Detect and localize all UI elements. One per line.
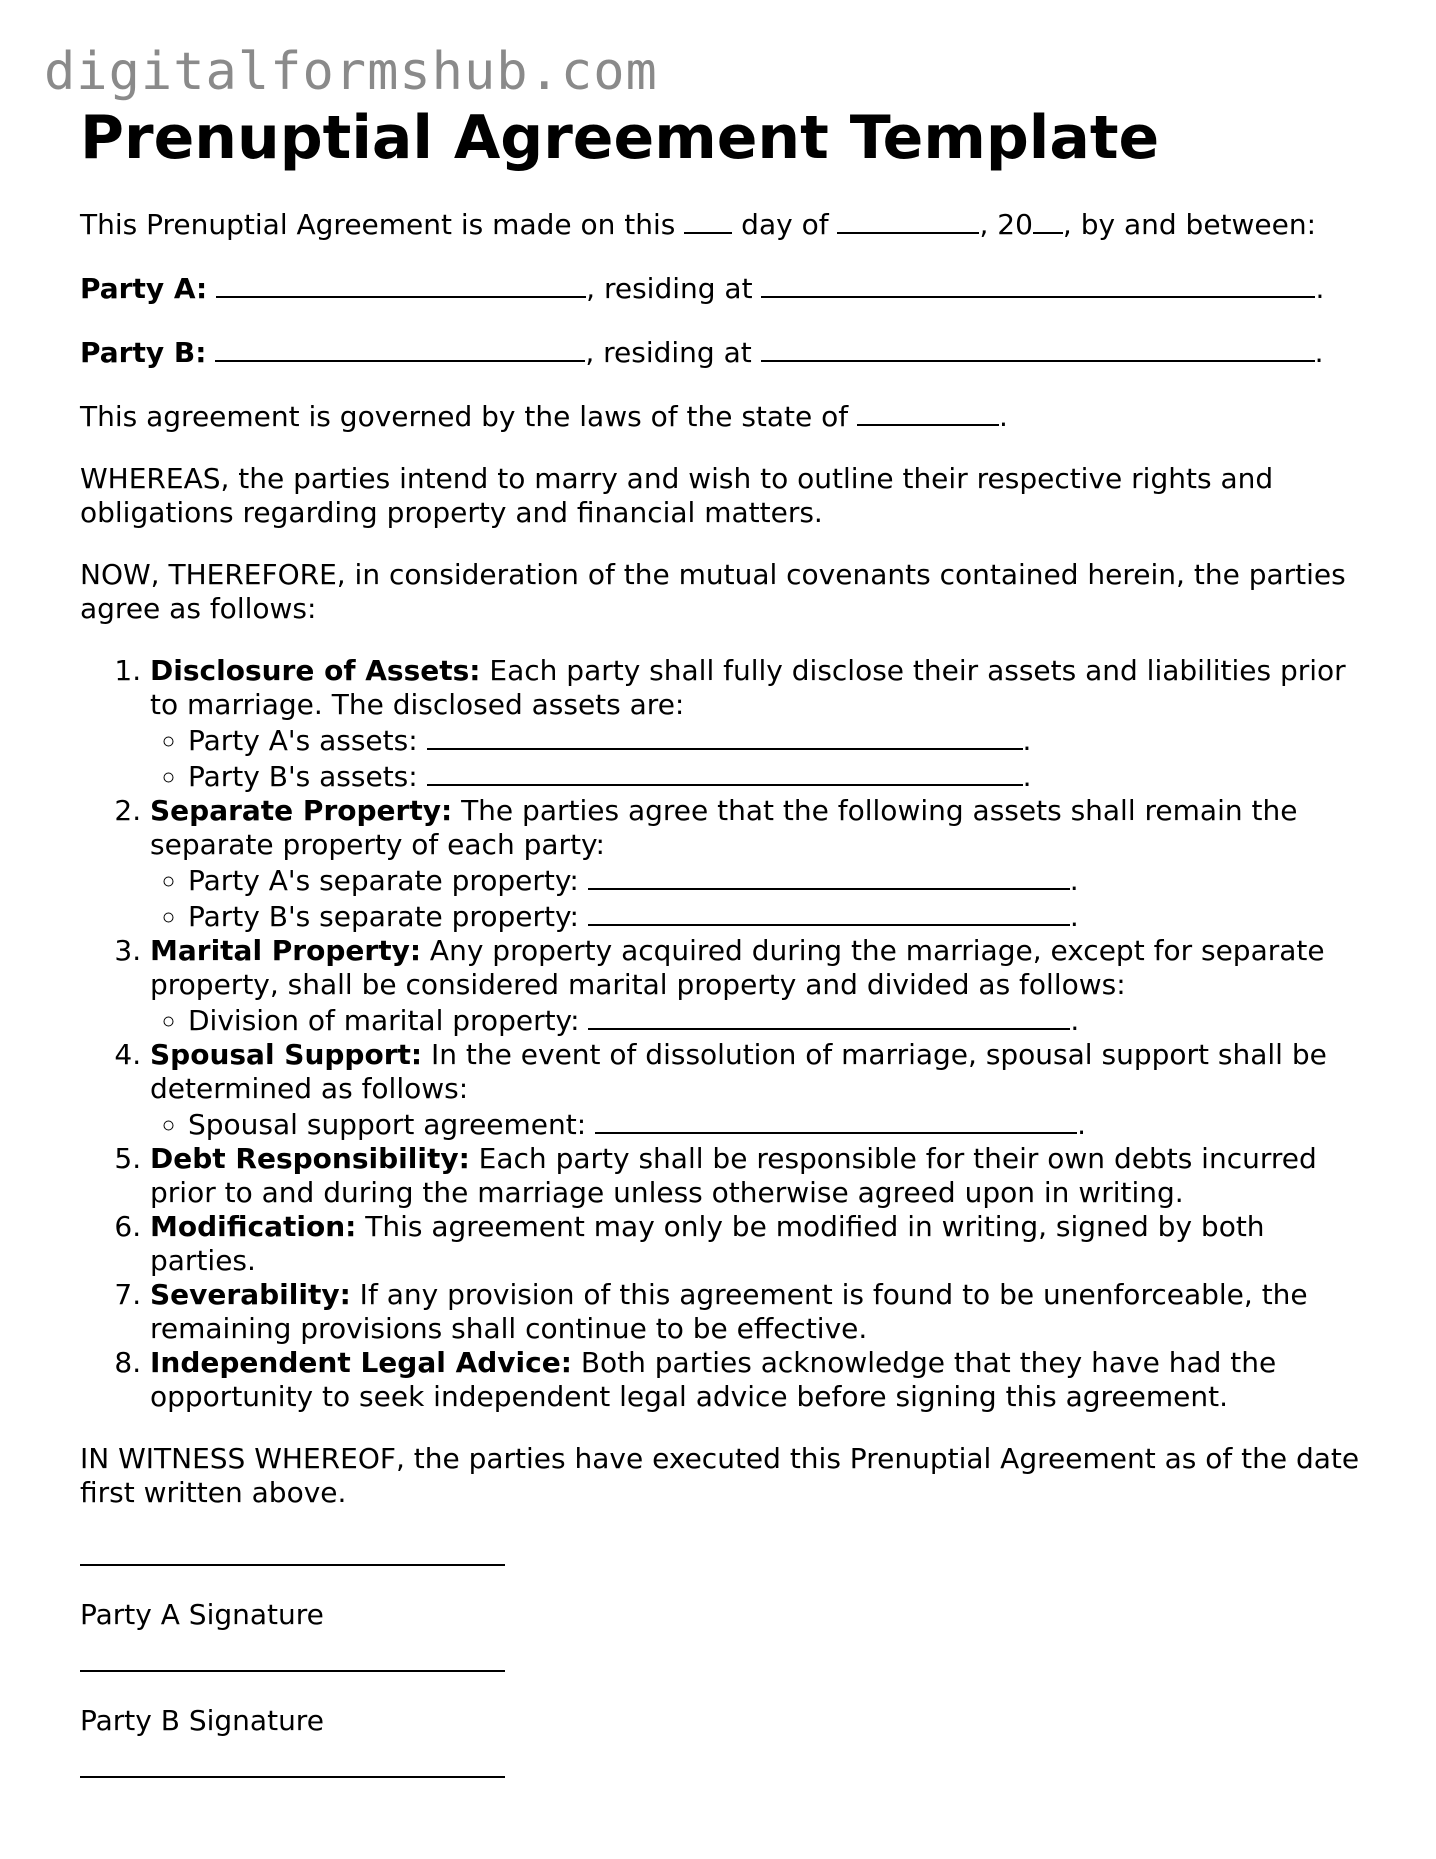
clause-item (150, 1210, 1370, 1278)
sub-item-label: Party A's assets: (188, 724, 427, 757)
clause-item (150, 1346, 1370, 1414)
party-a-address-blank[interactable] (761, 270, 1315, 298)
party-b-separate-property-blank[interactable] (588, 898, 1070, 926)
party-b-signature-line[interactable] (80, 1670, 505, 1672)
intro-text-3: , 20 (979, 208, 1033, 241)
governed-text: This agreement is governed by the laws of the state of (80, 400, 858, 433)
sub-item (188, 1106, 1370, 1142)
sub-item-end: . (1077, 1108, 1086, 1141)
state-blank[interactable] (857, 398, 999, 426)
party-a-label: Party A: (80, 272, 208, 305)
clause-heading: Marital Property: (150, 934, 422, 967)
clause-heading: Spousal Support: (150, 1038, 423, 1071)
sub-item (188, 1002, 1370, 1038)
party-a-separate-property-blank[interactable] (588, 862, 1070, 890)
clause-heading: Separate Property: (150, 794, 453, 827)
intro-text-2: day of (732, 208, 838, 241)
sub-item-end: . (1022, 724, 1032, 757)
party-a-signature-line[interactable] (80, 1564, 505, 1566)
clause-text: Any property acquired during the marriage, except for separate property, shall be considered marital property and divided as follows: (150, 934, 1325, 1001)
signature-block (80, 1564, 1370, 1778)
clause-heading: Disclosure of Assets: (150, 654, 481, 687)
spousal-support-blank[interactable] (595, 1106, 1077, 1134)
now-therefore-paragraph: NOW, THEREFORE, in consideration of the mutual covenants contained herein, the parties agree as follows: (80, 558, 1346, 625)
month-blank[interactable] (837, 206, 979, 234)
clause-text: In the event of dissolution of marriage, spousal support shall be determined as follows: (150, 1038, 1327, 1105)
party-a-line (80, 270, 1370, 306)
sub-list (150, 1002, 1370, 1038)
governed-end: . (999, 400, 1008, 433)
party-b-name-blank[interactable] (215, 334, 585, 362)
sub-item-end: . (1069, 900, 1079, 933)
intro-text-1: This Prenuptial Agreement is made on this (80, 208, 685, 241)
clause-item (150, 654, 1370, 794)
party-a-residing-text: , residing at (586, 272, 762, 305)
clause-text: Each party shall be responsible for their own debts incurred prior to and during the marriage unless otherwise agreed upon in writing. (150, 1142, 1317, 1209)
clause-text: Each party shall fully disclose their assets and liabilities prior to marriage. The disclosed assets are: (150, 654, 1346, 721)
party-a-assets-blank[interactable] (427, 722, 1023, 750)
sub-item-end: . (1069, 864, 1079, 897)
party-a-name-blank[interactable] (216, 270, 586, 298)
clause-heading: Modification: (150, 1210, 357, 1243)
sub-list (150, 862, 1370, 934)
sub-item (188, 758, 1370, 794)
day-blank[interactable] (684, 206, 732, 234)
additional-signature-line[interactable] (80, 1776, 505, 1778)
intro-paragraph (80, 206, 1370, 242)
witness-paragraph: IN WITNESS WHEREOF, the parties have executed this Prenuptial Agreement as of the date first written above. (80, 1442, 1360, 1509)
document-body (80, 206, 1370, 1778)
clause-item (150, 1278, 1370, 1346)
sub-item (188, 862, 1370, 898)
party-a-signature-label: Party A Signature (80, 1598, 324, 1631)
sub-list (150, 722, 1370, 794)
clause-list (80, 654, 1370, 1414)
party-b-end: . (1314, 336, 1324, 369)
sub-list (150, 1106, 1370, 1142)
party-b-signature-label: Party B Signature (80, 1704, 324, 1737)
clause-item (150, 934, 1370, 1038)
party-b-residing-text: , residing at (585, 336, 761, 369)
clause-heading: Independent Legal Advice: (150, 1346, 572, 1379)
sub-item-label: Spousal support agreement: (188, 1108, 596, 1141)
clause-text: This agreement may only be modified in writing, signed by both parties. (150, 1210, 1265, 1277)
party-b-label: Party B: (80, 336, 207, 369)
clause-heading: Severability: (150, 1278, 351, 1311)
sub-item-label: Division of marital property: (188, 1004, 589, 1037)
governed-paragraph (80, 398, 1370, 434)
marital-property-division-blank[interactable] (588, 1002, 1070, 1030)
sub-item-label: Party B's separate property: (188, 900, 588, 933)
clause-text: Both parties acknowledge that they have had the opportunity to seek independent legal advice before signing this agreement. (150, 1346, 1277, 1413)
sub-item-end: . (1070, 1004, 1080, 1037)
clause-item (150, 1142, 1370, 1210)
document-title: Prenuptial Agreement Template (80, 103, 1160, 173)
clause-item (150, 794, 1370, 934)
party-b-address-blank[interactable] (761, 334, 1315, 362)
clause-text: The parties agree that the following assets shall remain the separate property of each party: (150, 794, 1298, 861)
party-b-line (80, 334, 1370, 370)
whereas-paragraph: WHEREAS, the parties intend to marry and wish to outline their respective rights and obligations regarding property and financial matters. (80, 462, 1274, 529)
clause-text: If any provision of this agreement is found to be unenforceable, the remaining provisions shall continue to be effective. (150, 1278, 1308, 1345)
intro-text-4: , by and between: (1062, 208, 1317, 241)
sub-item-end: . (1022, 760, 1032, 793)
watermark: digitalformshub.com (44, 42, 658, 102)
sub-item-label: Party B's assets: (188, 760, 427, 793)
year-blank[interactable] (1033, 206, 1063, 234)
clause-item (150, 1038, 1370, 1142)
sub-item-label: Party A's separate property: (188, 864, 588, 897)
party-a-end: . (1315, 272, 1325, 305)
sub-item (188, 722, 1370, 758)
party-b-assets-blank[interactable] (427, 758, 1023, 786)
clause-heading: Debt Responsibility: (150, 1142, 470, 1175)
sub-item (188, 898, 1370, 934)
